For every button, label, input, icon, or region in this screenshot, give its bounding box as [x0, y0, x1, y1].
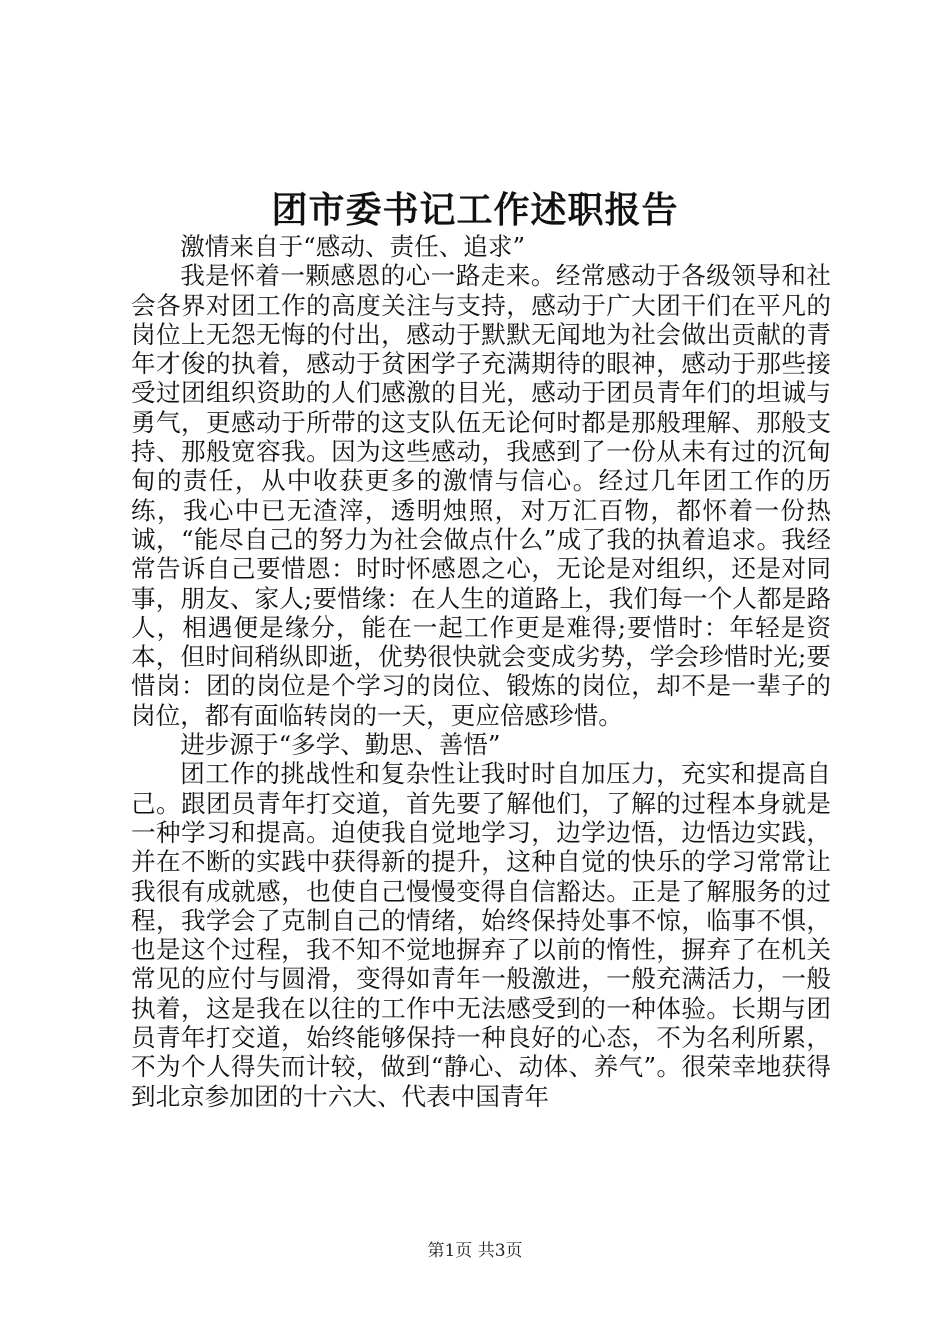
paragraph-learning: 团工作的挑战性和复杂性让我时时自加压力，充实和提高自己。跟团员青年打交道，首先要了解他们，了解的过程本身就是一种学习和提高。迫使我自觉地学习，边学边悟，边悟边实践，并在不断的实践中获得新的提升，这种自觉的快乐的学习常常让我很有成就感，也使自己慢慢变得自信豁达。正是了解服务的过程，我学会了克制自己的情绪，始终保持处事不惊，临事不惧，也是这个过程，我不知不觉地摒弃了以前的惰性，摒弃了在机关常见的应付与圆滑，变得如青年一般激进，一般充满活力，一般执着，这是我在以往的工作中无法感受到的一种体验。长期与团员青年打交道，始终能够保持一种良好的心态，不为名利所累，不为个人得失而计较，做到“静心、动体、养气”。很荣幸地获得到北京参加团的十六大、代表中国青年	[131, 759, 831, 1111]
section-heading-passion: 激情来自于“感动、责任、追求”	[180, 232, 526, 261]
paragraph-gratitude: 我是怀着一颗感恩的心一路走来。经常感动于各级领导和社会各界对团工作的高度关注与支持，感动于广大团干们在平凡的岗位上无怨无悔的付出，感动于默默无闻地为社会做出贡献的青年才俊的执着，感动于贫困学子充满期待的眼神，感动于那些接受过团组织资助的人们感激的目光，感动于团员青年们的坦诚与勇气，更感动于所带的这支队伍无论何时都是那般理解、那般支持、那般宽容我。因为这些感动，我感到了一份从未有过的沉甸甸的责任，从中收获更多的激情与信心。经过几年团工作的历练，我心中已无渣滓，透明烛照，对万汇百物，都怀着一份热诚，“能尽自己的努力为社会做点什么”成了我的执着追求。我经常告诉自己要惜恩：时时怀感恩之心，无论是对组织，还是对同事，朋友、家人;要惜缘：在人生的道路上，我们每一个人都是路人，相遇便是缘分，能在一起工作更是难得;要惜时：年轻是资本，但时间稍纵即逝，优势很快就会变成劣势，学会珍惜时光;要惜岗：团的岗位是个学习的岗位、锻炼的岗位，却不是一辈子的岗位，都有面临转岗的一天，更应倍感珍惜。	[131, 261, 831, 730]
document-title: 团市委书记工作述职报告	[271, 189, 679, 231]
document-body	[131, 232, 831, 1111]
page-number: 第1页 共3页	[427, 1241, 523, 1261]
section-heading-progress: 进步源于“多学、勤思、善悟”	[180, 730, 501, 760]
